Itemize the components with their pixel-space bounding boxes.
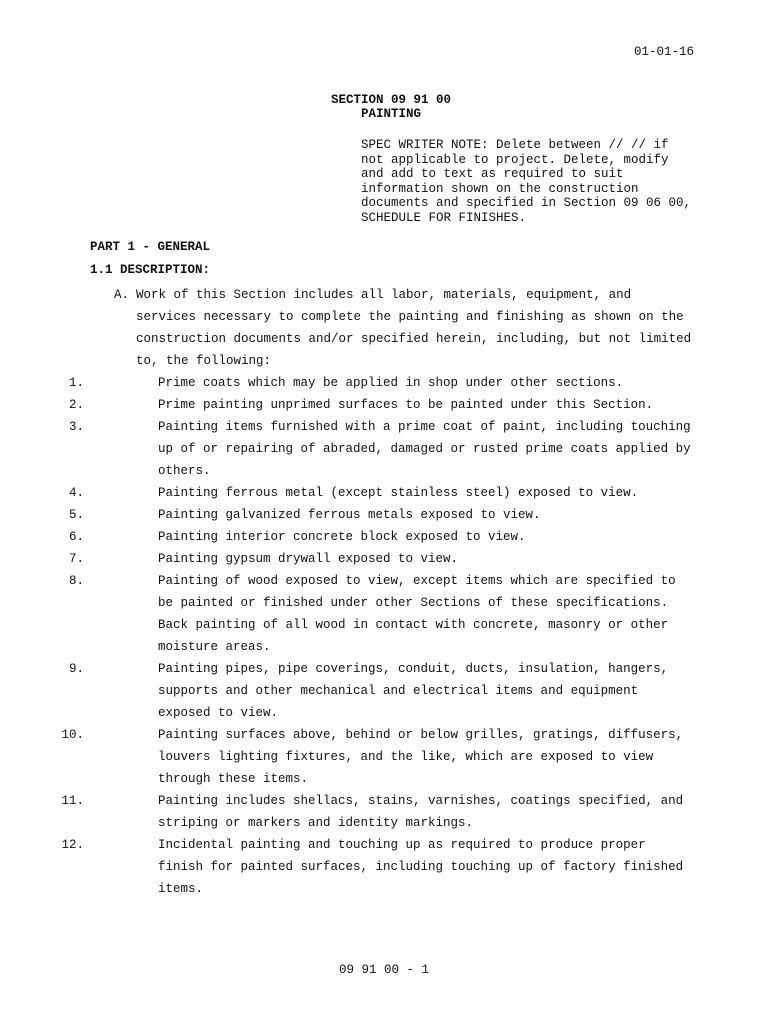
list-item (0, 570, 698, 658)
spec-writer-note: SPEC WRITER NOTE: Delete between // // if not applicable to project. Delete, modify and add to text as required to suit information shown on the construction documents and specified in Section 09 06 00, SCHEDULE FOR FINISHES. (361, 138, 692, 225)
list-item-marker: 9. (68, 662, 84, 676)
paragraph-text: Work of this Section includes all labor, materials, equipment, and services necessary to complete the painting and finishing as shown on the construction documents and/or specified herein, including, but not limited to, the following: (136, 288, 692, 368)
list-item (0, 416, 698, 482)
list-item-text: Painting includes shellacs, stains, varnishes, coatings specified, and striping or markers and identity markings. (158, 794, 684, 830)
list-item-text: Painting of wood exposed to view, except items which are specified to be painted or finished under other Sections of these specifications. Back painting of all wood in contact with concrete, masonry or other moisture areas. (158, 574, 676, 654)
page-footer: 09 91 00 - 1 (338, 963, 429, 977)
list-item-text: Painting ferrous metal (except stainless steel) exposed to view. (158, 486, 639, 500)
subsection-heading: 1.1 DESCRIPTION: (90, 263, 211, 277)
list-item (0, 394, 698, 416)
list-item (0, 526, 698, 548)
list-item (0, 724, 698, 790)
list-item (0, 548, 698, 570)
list-item-marker: 12. (61, 838, 84, 852)
list-item-text: Prime painting unprimed surfaces to be painted under this Section. (158, 398, 654, 412)
list-item (0, 504, 698, 526)
list-item (0, 372, 698, 394)
list-item-text: Painting interior concrete block exposed to view. (158, 530, 526, 544)
list-item-marker: 2. (68, 398, 84, 412)
list-item-marker: 3. (68, 420, 84, 434)
list-item-marker: 7. (68, 552, 84, 566)
list-item-marker: 8. (68, 574, 84, 588)
part-heading: PART 1 - GENERAL (90, 240, 211, 254)
section-title: PAINTING (361, 107, 422, 121)
item-list (0, 372, 768, 900)
list-item-text: Painting surfaces above, behind or below grilles, gratings, diffusers, louvers lighting fixtures, and the like, which are exposed to view through these items. (158, 728, 684, 786)
paragraph-marker: A. (114, 288, 130, 302)
list-item (0, 658, 698, 724)
section-number: SECTION 09 91 00 (331, 93, 452, 107)
paragraph-a (0, 284, 696, 372)
list-item-text: Incidental painting and touching up as required to produce proper finish for painted surfaces, including touching up of factory finished items. (158, 838, 684, 896)
header-date: 01-01-16 (633, 45, 694, 59)
list-item (0, 482, 698, 504)
list-item-text: Prime coats which may be applied in shop under other sections. (158, 376, 624, 390)
list-item (0, 790, 698, 834)
section-body (0, 284, 768, 900)
list-item-marker: 4. (68, 486, 84, 500)
section-heading (331, 93, 451, 121)
list-item-marker: 6. (68, 530, 84, 544)
list-item-text: Painting items furnished with a prime coat of paint, including touching up of or repairing of abraded, damaged or rusted prime coats applied by others. (158, 420, 691, 478)
list-item (0, 834, 698, 900)
list-item-text: Painting gypsum drywall exposed to view. (158, 552, 459, 566)
list-item-marker: 10. (61, 728, 84, 742)
list-item-marker: 5. (68, 508, 84, 522)
list-item-marker: 1. (68, 376, 84, 390)
list-item-text: Painting galvanized ferrous metals exposed to view. (158, 508, 541, 522)
list-item-marker: 11. (61, 794, 84, 808)
list-item-text: Painting pipes, pipe coverings, conduit, ducts, insulation, hangers, supports and other mechanical and electrical items and equipment exposed to view. (158, 662, 669, 720)
